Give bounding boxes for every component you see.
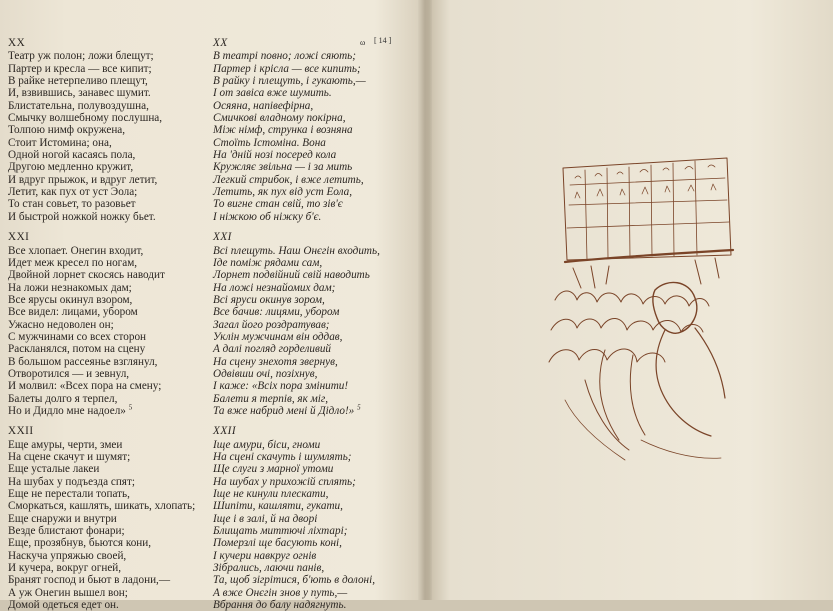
verse-line: Легкий стрибок, і вже летить, — [213, 173, 364, 186]
verse-line: Зібрались, лаючи панів, — [213, 562, 325, 575]
margin-mark: ω — [360, 38, 366, 47]
stanza-xxi-ukrainian — [213, 231, 413, 417]
stanza-xxii-russian — [8, 425, 204, 611]
verse-line: Блищать миттючі ліхтарі; — [213, 525, 348, 538]
verse-line: На сцене скачут и шумят; — [8, 451, 131, 463]
verse-line: Еще снаружи и внутри — [8, 512, 117, 525]
verse-line: Уклін мужчинам він оддав, — [213, 330, 343, 343]
verse-line: Еще, прозябнув, бьются кони, — [8, 537, 152, 550]
verse-line: Все ярусы окинул взором, — [8, 293, 133, 306]
stanza-xxi-russian — [8, 231, 204, 417]
verse-line: И быстрой ножкой ножку бьет. — [8, 210, 156, 223]
verse-line: Летить, як пух від уст Еола, — [213, 186, 353, 199]
verse-line: А вже Онєгін знов у путь,— — [213, 586, 348, 599]
verse-line: На шубах у прихожій сплять; — [213, 475, 356, 488]
verse-line: Партер и кресла — все кипит; — [8, 62, 152, 75]
verse-line: Лорнет подвійний свій наводить — [213, 269, 370, 282]
stanza-heading: XXI — [8, 231, 30, 244]
verse-line: Всі яруси окинув зором, — [213, 293, 325, 306]
verse-line: В большом рассеянье взглянул, — [8, 355, 158, 368]
verse-line: Блистательна, полувоздушна, — [8, 99, 149, 112]
verse-line — [8, 405, 204, 417]
verse-line: И молвил: «Всех пора на смену; — [8, 380, 162, 393]
stanza-xx-ukrainian — [213, 37, 413, 223]
stanza-heading: XX — [213, 37, 228, 49]
verse-line-text: Но и Дидло мне надоел» — [8, 404, 126, 417]
verse-line: Одвівши очі, позіхнув, — [213, 367, 318, 380]
verse-line: Ужасно недоволен он; — [8, 318, 114, 331]
verse-line: На шубах у подъезда спят; — [8, 475, 135, 488]
verse-line: Бранят господ и бьют в ладони,— — [8, 574, 171, 587]
verse-line: Отворотился — и зевнул, — [8, 367, 130, 380]
verse-line: Іде поміж рядами сам, — [213, 256, 323, 269]
verse-line: В райке нетерпеливо плещут, — [8, 75, 148, 88]
verse-line: Партер і крісла — все кипить; — [213, 62, 361, 75]
verse-line: А уж Онегин вышел вон; — [8, 586, 128, 599]
verse-line: Балеты долго я терпел, — [8, 392, 118, 405]
verse-line: Все бачив: лицями, убором — [213, 306, 340, 319]
verse-line: Стоїть Істоміна. Вона — [213, 136, 326, 149]
verse-line: Ще слуги з марної утоми — [213, 463, 334, 476]
verse-line: А далі погляд горделивий — [213, 343, 332, 356]
stanza-xxii-ukrainian — [213, 425, 413, 611]
verse-line: Театр уж полон; ложи блещут; — [8, 50, 154, 63]
stanza-heading: XXII — [213, 425, 237, 438]
verse-line: В райку і плещуть, і гукають,— — [213, 75, 366, 88]
verse-line: То вигне стан свій, то зів'є — [213, 198, 343, 211]
verse-line: Одной ногой касаясь пола, — [8, 149, 136, 162]
stanza-xx-russian — [8, 37, 204, 223]
russian-column — [8, 37, 204, 611]
verse-line: На ложи незнакомых дам; — [8, 281, 132, 294]
verse-line: Домой одеться едет он. — [8, 599, 119, 611]
verse-line — [213, 405, 413, 417]
verse-line: Іще не кинули плескати, — [213, 488, 329, 501]
theatre-sketch-illustration — [545, 150, 745, 480]
stanza-heading: XXII — [8, 425, 34, 438]
verse-line: І от завіса вже шумить. — [213, 87, 332, 100]
verse-line: Померзлі ще басують коні, — [213, 537, 342, 550]
verse-line: І кучери навкруг огнів — [213, 549, 317, 562]
verse-line: Смичкові владному покірна, — [213, 112, 346, 125]
verse-line: Еще не перестали топать, — [8, 488, 130, 501]
verse-line: То стан совьет, то разовьет — [8, 198, 136, 211]
verse-line: Стоит Истомина; она, — [8, 136, 112, 149]
verse-line: Все хлопает. Онегин входит, — [8, 244, 144, 257]
stanza-heading: XX — [8, 37, 26, 49]
verse-line: Двойной лорнет скосясь наводит — [8, 269, 165, 282]
verse-line: Кружляє звільна — і за мить — [213, 161, 353, 174]
verse-line: Осяяна, напівефірна, — [213, 99, 314, 112]
verse-line: Наскуча упряжью своей, — [8, 549, 127, 562]
verse-line: Еще усталые лакеи — [8, 463, 100, 476]
verse-line: На 'днiй нозі посеред кола — [213, 149, 337, 162]
verse-line: І ніжкою об ніжку б'є. — [213, 210, 322, 223]
verse-line: На ложі незнайомих дам; — [213, 281, 336, 294]
verse-line: Сморкаться, кашлять, шикать, хлопать; — [8, 500, 196, 513]
verse-line: И кучера, вокруг огней, — [8, 562, 122, 575]
verse-line: И, взвившись, занавес шумит. — [8, 87, 151, 100]
verse-line: Везде блистают фонари; — [8, 525, 125, 538]
verse-line: Вбрання до балу надягнуть. — [213, 599, 347, 611]
book-gutter — [418, 0, 432, 600]
verse-line: Все видел: лицами, убором — [8, 306, 138, 319]
verse-line: Летит, как пух от уст Эола; — [8, 186, 138, 199]
verse-line: Раскланялся, потом на сцену — [8, 343, 146, 356]
verse-line-text: Та вже набрид мені й Дідло!» — [213, 404, 355, 417]
verse-line: Шипіти, кашляти, гукати, — [213, 500, 343, 513]
verse-line: Між німф, струнка і возняна — [213, 124, 353, 137]
verse-line: І каже: «Всіх пора змінити! — [213, 380, 349, 393]
verse-line: Идет меж кресел по ногам, — [8, 256, 138, 269]
verse-line: С мужчинами со всех сторон — [8, 330, 147, 343]
verse-line: Іще амури, біси, гноми — [213, 438, 321, 451]
verse-line: Та, щоб зігрітися, б'ють в долоні, — [213, 574, 375, 587]
footnote-marker: 5 — [128, 403, 133, 412]
verse-line: Смычку волшебному послушна, — [8, 112, 163, 125]
footnote-marker: 5 — [357, 403, 361, 412]
verse-line: На сцені скачуть і шумлять; — [213, 451, 352, 463]
verse-line: Всі плещуть. Наш Онєгін входить, — [213, 244, 380, 257]
verse-line: Загал його роздратував; — [213, 318, 330, 331]
verse-line: На сцену знехотя звернув, — [213, 355, 338, 368]
verse-line: Еще амуры, черти, змеи — [8, 438, 123, 451]
verse-line: Іще і в залі, й на дворі — [213, 512, 318, 525]
verse-line: Другою медленно кружит, — [8, 161, 134, 174]
verse-line: Толпою нимф окружена, — [8, 124, 126, 137]
verse-line: Балети я терпів, як міг, — [213, 392, 329, 405]
stanza-heading: XXI — [213, 231, 232, 244]
page-number: [ 14 ] — [374, 36, 392, 45]
ukrainian-column — [213, 37, 413, 611]
verse-line: И вдруг прыжок, и вдруг летит, — [8, 173, 158, 186]
verse-line: В театрі повно; ложі сяють; — [213, 50, 357, 63]
